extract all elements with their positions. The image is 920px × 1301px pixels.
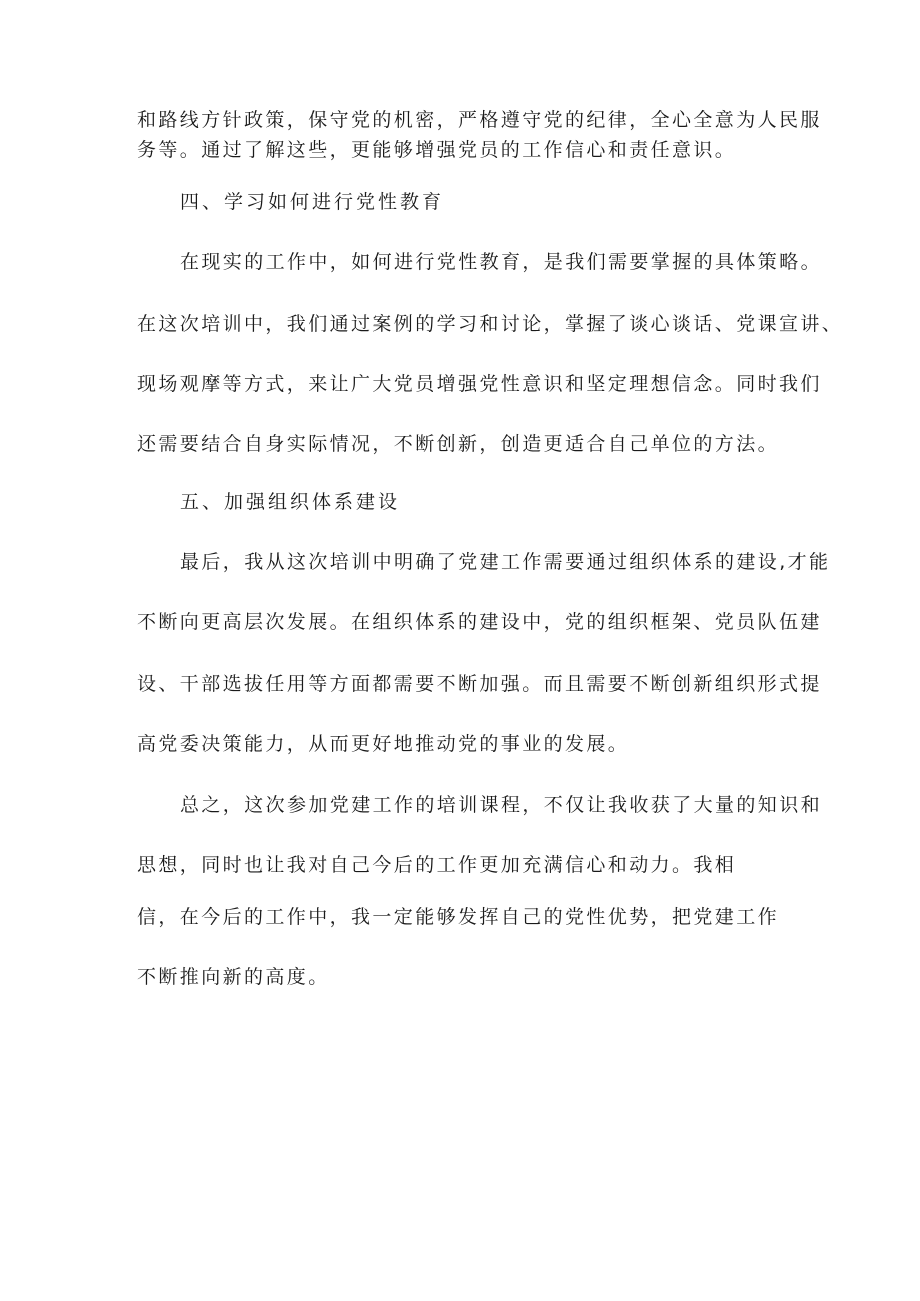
paragraph-line: 在这次培训中，我们通过案例的学习和讨论，掌握了谈心谈话、党课宣讲、	[137, 313, 844, 335]
paragraph-line: 不断向更高层次发展。在组织体系的建设中，党的组织框架、党员队伍建	[137, 611, 822, 633]
paragraph-line: 不断推向新的高度。	[137, 966, 330, 988]
paragraph-line: 总之，这次参加党建工作的培训课程，不仅让我收获了大量的知识和	[180, 794, 823, 816]
paragraph-line: 和路线方针政策，保守党的机密，严格遵守党的纪律，全心全意为人民服	[137, 109, 822, 131]
section-heading-four: 四、学习如何进行党性教育	[180, 191, 445, 213]
paragraph-line: 信，在今后的工作中，我一定能够发挥自己的党性优势，把党建工作	[137, 906, 780, 928]
paragraph-line: 思想，同时也让我对自己今后的工作更加充满信心和动力。我相	[137, 854, 737, 876]
paragraph-line: 最后，我从这次培训中明确了党建工作需要通过组织体系的建设,才能	[180, 551, 831, 573]
paragraph-line: 现场观摩等方式，来让广大党员增强党性意识和坚定理想信念。同时我们	[137, 373, 822, 395]
paragraph-line: 务等。通过了解这些，更能够增强党员的工作信心和责任意识。	[137, 139, 737, 161]
paragraph-line: 设、干部选拔任用等方面都需要不断加强。而且需要不断创新组织形式提	[137, 673, 822, 695]
section-heading-five: 五、加强组织体系建设	[180, 491, 401, 513]
paragraph-line: 在现实的工作中，如何进行党性教育，是我们需要掌握的具体策略。	[180, 251, 823, 273]
paragraph-line: 还需要结合自身实际情况，不断创新，创造更适合自己单位的方法。	[137, 433, 780, 455]
paragraph-line: 高党委决策能力，从而更好地推动党的事业的发展。	[137, 733, 630, 755]
